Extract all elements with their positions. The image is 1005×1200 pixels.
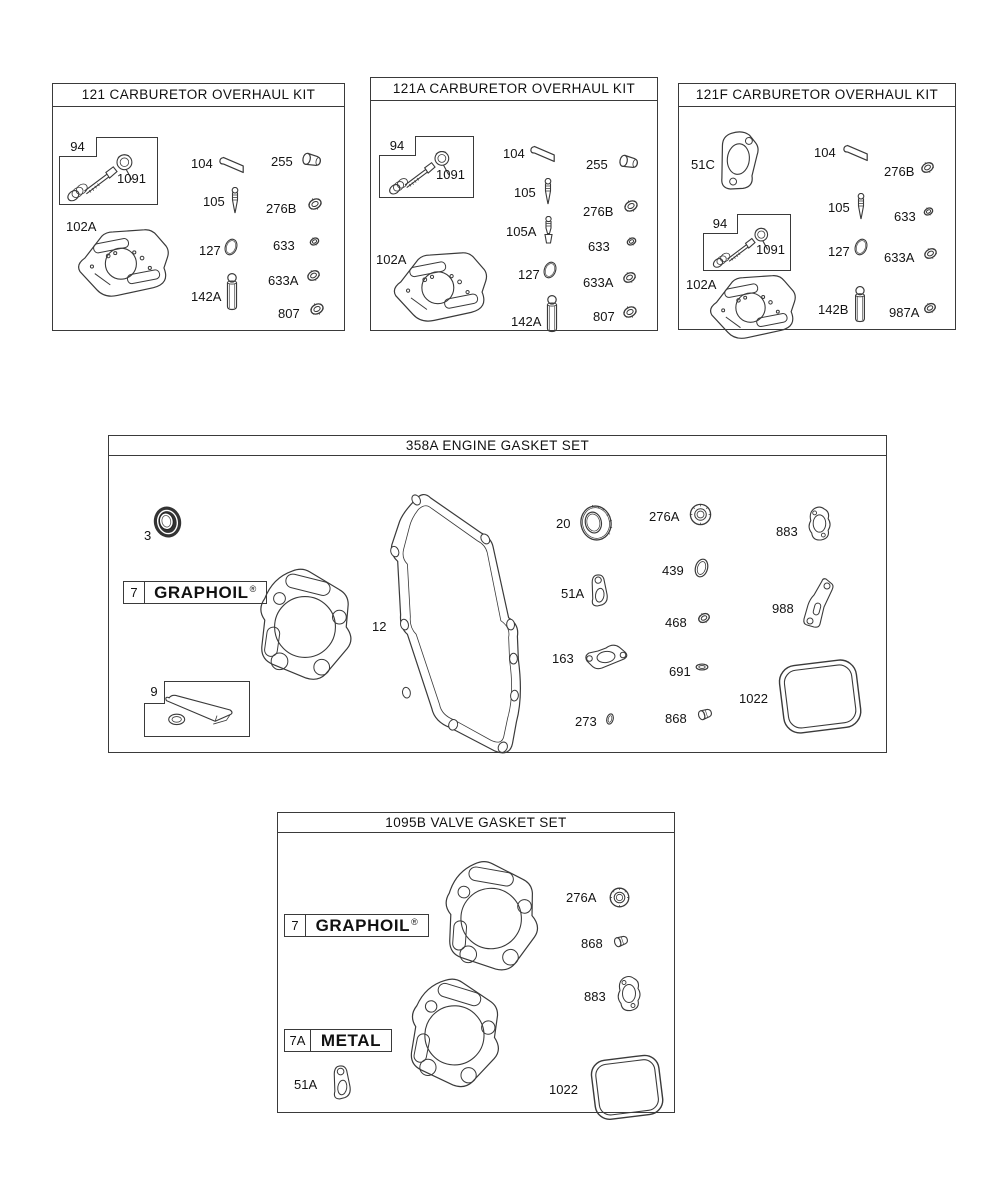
part-label-102A: 102A	[376, 252, 407, 267]
oval-gasket-art	[542, 261, 558, 279]
part-label-127: 127	[518, 267, 540, 282]
panel-title: 121 CARBURETOR OVERHAUL KIT	[53, 84, 344, 107]
seal-washer-art	[608, 886, 631, 909]
part-label-51C: 51C	[691, 157, 715, 172]
part-label-633: 633	[588, 239, 610, 254]
part-label-276A: 276A	[566, 890, 597, 905]
cup-bushing-art	[300, 151, 324, 169]
part-label-12: 12	[372, 619, 387, 634]
o-ring-art	[623, 198, 639, 214]
part-label-3: 3	[144, 528, 152, 543]
panel-title: 358A ENGINE GASKET SET	[109, 436, 886, 456]
part-label-691: 691	[669, 664, 691, 679]
panel-body	[371, 101, 657, 330]
part-label-104: 104	[503, 146, 525, 161]
graphoil-tag	[284, 914, 429, 937]
o-ring-art	[920, 160, 935, 175]
needle-valve-art	[542, 216, 555, 246]
o-ring-art	[309, 301, 325, 317]
part-label-104: 104	[814, 145, 836, 160]
flange-gasket-art	[717, 129, 761, 195]
head-gasket-art	[401, 971, 510, 1095]
inset-94-number: 94	[379, 136, 416, 156]
part-label-807: 807	[593, 309, 615, 324]
part-label-51A: 51A	[561, 586, 585, 601]
part-label-276B: 276B	[884, 164, 915, 179]
part-label-633: 633	[273, 238, 295, 253]
panel-body	[679, 107, 955, 329]
part-label-276A: 276A	[649, 509, 680, 524]
metal-tag-number: 7A	[285, 1030, 311, 1051]
inset-94-number: 94	[703, 214, 738, 234]
graphoil-tag-number: 7	[124, 582, 145, 603]
graphoil-tag	[123, 581, 267, 604]
part-label-468: 468	[665, 615, 687, 630]
needle-valve-art	[542, 178, 554, 206]
panel-body	[278, 833, 674, 1112]
crankcase-gasket-art	[386, 487, 532, 767]
part-label-142A: 142A	[511, 314, 542, 329]
metal-tag-label: METAL	[320, 1030, 382, 1050]
part-label-163: 163	[552, 651, 574, 666]
o-ring-art	[923, 301, 937, 315]
part-label-102A: 102A	[66, 219, 97, 234]
inset-94	[703, 214, 791, 271]
bearing-seal-art	[577, 502, 615, 544]
part-label-807: 807	[278, 306, 300, 321]
small-gasket-art	[614, 974, 642, 1013]
part-label-20: 20	[556, 516, 571, 531]
part-label-633A: 633A	[583, 275, 614, 290]
part-label-1022: 1022	[549, 1082, 578, 1097]
breather-tube-gasket-art	[157, 688, 247, 732]
o-ring-art	[307, 196, 323, 212]
flat-ring-art	[695, 662, 709, 672]
part-label-276B: 276B	[266, 201, 297, 216]
part-label-127: 127	[828, 244, 850, 259]
part-label-987A: 987A	[889, 305, 920, 320]
o-ring-art	[923, 246, 938, 261]
rocker-cover-gasket-art	[588, 1046, 666, 1127]
panel-kit-121A	[370, 77, 658, 331]
part-label-105: 105	[203, 194, 225, 209]
part-label-105: 105	[828, 200, 850, 215]
graphoil-tag-number: 7	[285, 915, 306, 936]
panel-title: 121A CARBURETOR OVERHAUL KIT	[371, 78, 657, 101]
part-label-104: 104	[191, 156, 213, 171]
part-label-105: 105	[514, 185, 536, 200]
registered-mark: ®	[411, 916, 419, 927]
small-gasket-art	[805, 505, 832, 542]
part-label-868: 868	[665, 711, 687, 726]
part-label-883: 883	[584, 989, 606, 1004]
panel-kit-121F	[678, 83, 956, 330]
part-label-255: 255	[586, 157, 608, 172]
o-ring-art	[309, 236, 320, 247]
panel-body	[109, 456, 886, 752]
graphoil-tag-label: GRAPHOIL ®	[154, 582, 257, 602]
exhaust-gasket-art	[582, 644, 630, 671]
rocker-cover-gasket-art	[775, 651, 865, 740]
float-pin-art	[225, 273, 239, 311]
oval-ring-art	[693, 558, 710, 578]
part-label-633A: 633A	[884, 250, 915, 265]
panel-title: 1095B VALVE GASKET SET	[278, 813, 674, 833]
wire-clip-art	[218, 154, 246, 176]
head-gasket-art	[435, 854, 549, 978]
o-ring-art	[923, 206, 934, 217]
part-label-273: 273	[575, 714, 597, 729]
o-ring-art	[697, 610, 711, 626]
inset-9-number: 9	[144, 681, 165, 704]
part-label-1022: 1022	[739, 691, 768, 706]
part-label-883: 883	[776, 524, 798, 539]
flange-gasket-art	[587, 574, 612, 608]
callout-1091: 1091	[436, 167, 465, 182]
panel-valve-gasket-set	[277, 812, 675, 1113]
inset-9	[144, 681, 250, 737]
part-label-633A: 633A	[268, 273, 299, 288]
oval-gasket-art	[853, 238, 869, 256]
part-label-255: 255	[271, 154, 293, 169]
part-label-276B: 276B	[583, 204, 614, 219]
panel-title: 121F CARBURETOR OVERHAUL KIT	[679, 84, 955, 107]
float-pin-art	[853, 286, 867, 323]
seal-washer-art	[688, 502, 713, 527]
inset-94	[379, 136, 474, 198]
callout-1091: 1091	[117, 171, 146, 186]
inset-94-number: 94	[59, 137, 97, 157]
panel-kit-121	[52, 83, 345, 331]
part-label-633: 633	[894, 209, 916, 224]
plug-cap-art	[697, 707, 714, 721]
o-ring-art	[626, 236, 637, 247]
needle-valve-art	[855, 193, 867, 221]
bracket-gasket-art	[802, 577, 835, 629]
needle-valve-art	[229, 187, 241, 215]
cup-bushing-art	[617, 153, 641, 171]
mounting-plate-art	[389, 250, 491, 324]
graphoil-tag-label: GRAPHOIL ®	[315, 915, 419, 935]
part-label-988: 988	[772, 601, 794, 616]
part-label-439: 439	[662, 563, 684, 578]
part-label-142A: 142A	[191, 289, 222, 304]
part-label-51A: 51A	[294, 1077, 318, 1092]
mounting-plate-art	[705, 273, 800, 341]
small-oval-ring-art	[605, 712, 615, 726]
mounting-plate-art	[73, 227, 173, 299]
part-label-105A: 105A	[506, 224, 537, 239]
oval-gasket-art	[223, 238, 239, 256]
panel-body	[53, 107, 344, 330]
wire-clip-art	[529, 143, 557, 165]
plug-cap-art	[613, 934, 630, 948]
part-label-102A: 102A	[686, 277, 717, 292]
oil-seal-art	[150, 502, 185, 542]
part-label-142B: 142B	[818, 302, 849, 317]
head-gasket-art	[253, 566, 359, 684]
o-ring-art	[622, 270, 637, 285]
o-ring-art	[622, 304, 638, 320]
registered-mark: ®	[249, 583, 257, 594]
panel-engine-gasket-set	[108, 435, 887, 753]
part-label-127: 127	[199, 243, 221, 258]
inset-94	[59, 137, 158, 205]
metal-tag	[284, 1029, 392, 1052]
callout-1091: 1091	[756, 242, 785, 257]
part-label-868: 868	[581, 936, 603, 951]
float-pin-art	[545, 295, 559, 333]
wire-clip-art	[842, 142, 870, 164]
flange-gasket-art	[329, 1065, 355, 1101]
o-ring-art	[306, 268, 321, 283]
